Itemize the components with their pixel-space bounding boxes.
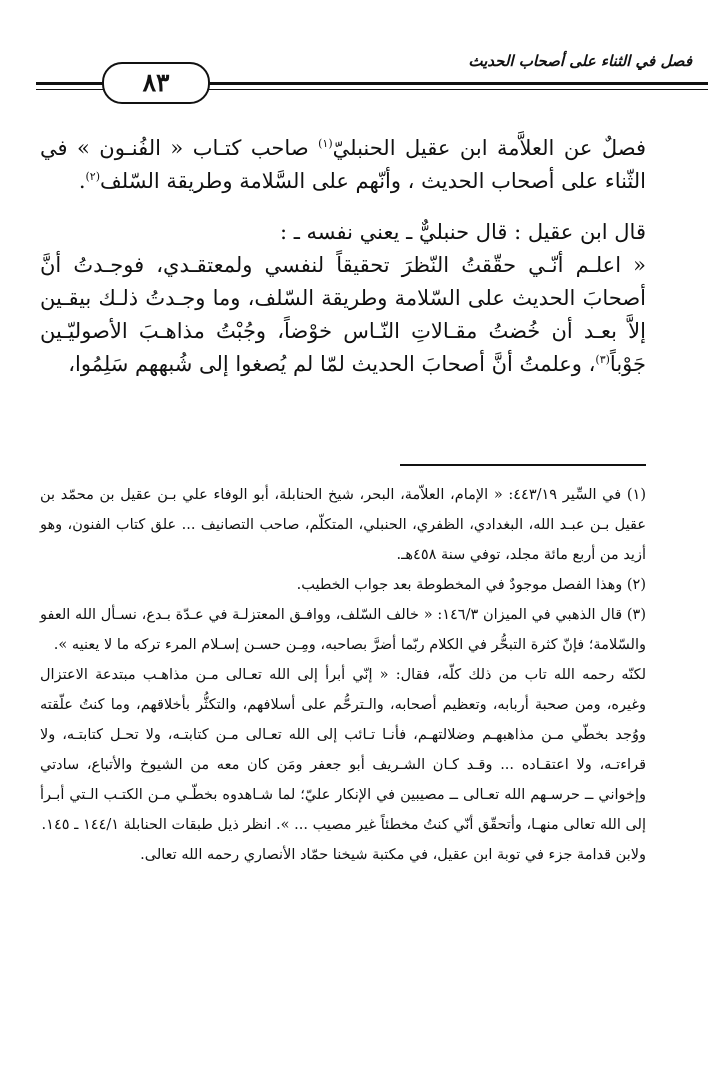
footnote-3-last: ولابن قدامة جزء في توبة ابن عقيل، في مكتبة شيخنا حمّاد الأنصاري رحمه الله تعالى. (140, 847, 646, 863)
footnote-ref-3: (٣) (595, 353, 610, 366)
footnote-1: (١) في السِّير ٤٤٣/١٩: « الإمام، العلاّمة، البحر، شيخ الحنابلة، أبو الوفاء علي بـن عقيل بن محمّد بن عقيل بـن عبـد الله، البغدادي، الظفري، الحنبلي، المتكلّم، صاحب التصانيف ... علق كتاب الفنون، وهو أزيد من أربع مائة مجلد، توفي سنة ٤٥٨هـ. (40, 487, 646, 563)
footnote-separator (400, 464, 646, 466)
footnote-ref-2: (٢) (85, 170, 101, 183)
quote-part-b: ، وعلمتُ أنَّ أصحابَ الحديث لمّا لم يُصغوا إلى شُبههم سَلِمُوا، (68, 352, 596, 376)
paragraph-gap (40, 198, 646, 216)
speaker-line: قال ابن عقيل : قال حنبليٌّ ـ يعني نفسه ـ : (279, 220, 646, 244)
intro-part-a: فصلٌ عن العلاَّمة ابن عقيل الحنبليّ (332, 136, 646, 160)
footnote-3: (٣) قال الذهبي في الميزان ١٤٦/٣: « خالف السّلف، ووافـق المعتزلـة في عـدّة بـدع، نسـأل الله العفو والسّلامة؛ فإنّ كثرة التبحُّر في الكلام ربّما أضرَّ بصاحبه، ومِـن حسـن إسـلام المرء تركه ما لا يعنيه ». (40, 607, 646, 653)
quote-paragraph (40, 249, 646, 381)
footnote-ref-1: (١) (318, 137, 333, 150)
chapter-intro (40, 132, 646, 198)
intro-part-c: . (78, 169, 86, 193)
main-text (40, 132, 646, 381)
intro-part-b: صاحب كتـاب « الفُنـون » في الثّناء على أصحاب الحديث ، وأنّهم على السَّلامة وطريقة السّلف (40, 136, 646, 193)
footnote-3-continuation: لكنّه رحمه الله تاب من ذلك كلّه، فقال: « إنّي أبرأ إلى الله تعـالى مـن مذاهـب مبتدعة الاعتزال وغيره، ومن صحبة أربابه، وتعظيم أصحابه، والـترحُّم على أسلافهم، والتكثُّر بأخلاقهم، وما كنتُ علّقته ووُجد بخطّي مـن مذاهبهـم وضلالتهـم، فأنـا تـائب إلى الله تعـالى مـن كتابتـه، ولا تحـل كتابتـه، ولا قراءتـه، ولا اعتقـاده ... وقـد كـان الشـريف أبو جعفر ومَن كان معه من الشيوخ والأتباع، سادتي وإخواني ــ حرسـهم الله تعـالى ــ مصيبين في الإنكار عليّ؛ لما شـاهدوه بخطّـي مـن الكتـب الـتي أبـرأ إلى الله تعالى منهـا، وأتحقّق أنّي كنتُ مخطئاً غير مصيب ... ». انظر ذيل طبقات الحنابلة ١٤٤/١ ـ ١٤٥. (40, 667, 646, 833)
quote-part-a: « اعلـم أنّـي حقّقتُ النّظرَ تحقيقاً لنفسي ولمعتقـدي، فوجـدتُ أنَّ أصحابَ الحديث على السّلامة وطريقة السّلف، وما وجـدتُ ذلـك بيقـين إلاَّ بعـد أن خُضتُ مقـالاتِ النّـاس خوْضاً، وجُبْتُ مذاهـبَ الأصوليّـين جَوْباً (40, 253, 646, 376)
footnote-2: (٢) وهذا الفصل موجودٌ في المخطوطة بعد جواب الخطيب. (296, 577, 646, 593)
page-number: ٨٣ (102, 62, 210, 104)
running-title: فصل في الثناء على أصحاب الحديث (468, 52, 692, 70)
footnotes (40, 480, 646, 870)
